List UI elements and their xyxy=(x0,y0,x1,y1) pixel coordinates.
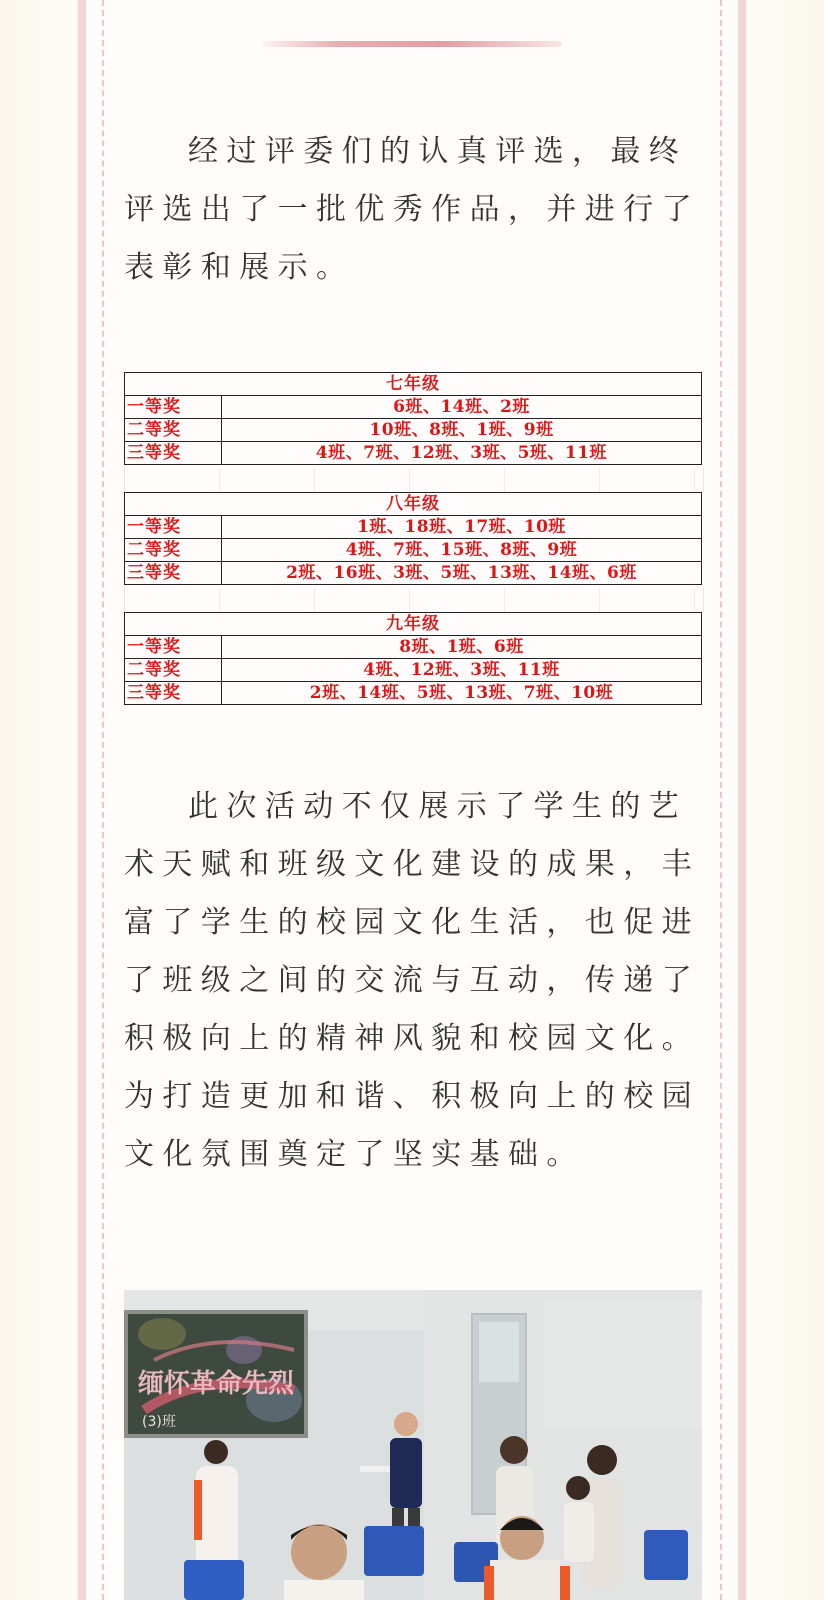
prize-classes: 2班、14班、5班、13班、7班、10班 xyxy=(222,682,702,705)
prize-classes: 2班、16班、3班、5班、13班、14班、6班 xyxy=(222,562,702,585)
prize-label: 一等奖 xyxy=(125,396,222,419)
award-table-grade8 xyxy=(124,492,702,585)
prize-classes: 1班、18班、17班、10班 xyxy=(222,516,702,539)
prize-label: 二等奖 xyxy=(125,419,222,442)
left-dashed-border xyxy=(102,0,104,1600)
section-divider xyxy=(262,41,562,47)
classroom-photo xyxy=(124,1290,702,1600)
prize-label: 三等奖 xyxy=(125,682,222,705)
right-dashed-border xyxy=(720,0,722,1600)
blackboard-class-label: (3)班 xyxy=(142,1414,176,1430)
prize-label: 二等奖 xyxy=(125,659,222,682)
prize-label: 二等奖 xyxy=(125,539,222,562)
summary-paragraph xyxy=(124,778,704,1184)
grade-title: 八年级 xyxy=(125,493,702,516)
prize-classes: 4班、12班、3班、11班 xyxy=(222,659,702,682)
blackboard-title: 缅怀革命先烈 xyxy=(138,1369,295,1399)
prize-classes: 8班、1班、6班 xyxy=(222,636,702,659)
prize-classes: 4班、7班、15班、8班、9班 xyxy=(222,539,702,562)
summary-paragraph-text: 此次活动不仅展示了学生的艺术天赋和班级文化建设的成果，丰富了学生的校园文化生活，也促进了班级之间的交流与互动，传递了积极向上的精神风貌和校园文化。为打造更加和谐、积极向上的校园文化氛围奠定了坚实基础。 xyxy=(124,789,700,1172)
prize-classes: 4班、7班、12班、3班、5班、11班 xyxy=(222,442,702,465)
table-spacer-grid xyxy=(124,468,704,492)
grade-title: 九年级 xyxy=(125,613,702,636)
intro-paragraph-text: 经过评委们的认真评选，最终评选出了一批优秀作品，并进行了表彰和展示。 xyxy=(124,134,700,285)
award-table-grade7 xyxy=(124,372,702,465)
award-table-grade9 xyxy=(124,612,702,705)
prize-label: 一等奖 xyxy=(125,636,222,659)
intro-paragraph xyxy=(124,123,704,297)
grade-title: 七年级 xyxy=(125,373,702,396)
table-spacer-grid xyxy=(124,588,704,612)
prize-classes: 10班、8班、1班、9班 xyxy=(222,419,702,442)
prize-label: 一等奖 xyxy=(125,516,222,539)
prize-label: 三等奖 xyxy=(125,442,222,465)
prize-classes: 6班、14班、2班 xyxy=(222,396,702,419)
prize-label: 三等奖 xyxy=(125,562,222,585)
